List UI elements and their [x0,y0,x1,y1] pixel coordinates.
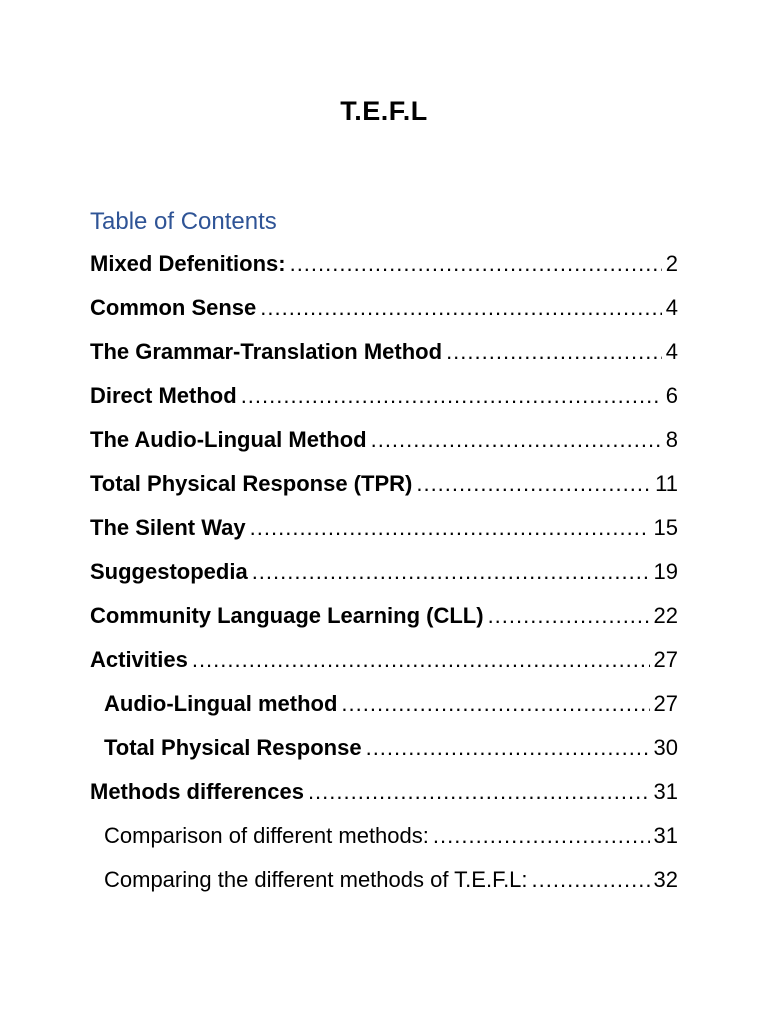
toc-dot-leader [366,726,650,770]
toc-dot-leader [290,242,662,286]
toc-entry-activities[interactable] [90,638,678,682]
toc-entry-mixed-definitions[interactable] [90,242,678,286]
toc-entry-label: Activities [90,647,188,672]
toc-entry-comparison-of-methods[interactable] [90,814,678,858]
toc-entry-methods-differences[interactable] [90,770,678,814]
toc-entry-activities-audio-lingual[interactable] [90,682,678,726]
toc-entry-grammar-translation[interactable] [90,330,678,374]
toc-dot-leader [192,638,650,682]
toc-entry-suggestopedia[interactable] [90,550,678,594]
toc-entry-label: Methods differences [90,779,304,804]
toc-entry-page: 32 [653,867,678,892]
toc-entry-page: 4 [665,339,678,364]
toc-dot-leader [446,330,662,374]
toc-entry-page: 27 [653,647,678,672]
toc-entry-page: 8 [665,427,678,452]
toc-entry-page: 27 [653,691,678,716]
toc-dot-leader [252,550,650,594]
table-of-contents [90,242,678,902]
toc-entry-total-physical-response[interactable] [90,462,678,506]
toc-entry-label: Direct Method [90,383,237,408]
toc-entry-page: 30 [653,735,678,760]
toc-entry-activities-tpr[interactable] [90,726,678,770]
toc-entry-page: 31 [653,779,678,804]
toc-entry-comparing-methods-tefl[interactable] [90,858,678,902]
toc-dot-leader [308,770,650,814]
toc-dot-leader [241,374,662,418]
toc-dot-leader [260,286,661,330]
toc-entry-community-language-learning[interactable] [90,594,678,638]
toc-entry-label: Total Physical Response (TPR) [90,471,413,496]
toc-dot-leader [488,594,650,638]
toc-dot-leader [371,418,662,462]
toc-heading: Table of Contents [90,208,277,235]
toc-entry-page: 2 [665,251,678,276]
toc-entry-page: 4 [665,295,678,320]
toc-entry-page: 31 [653,823,678,848]
toc-dot-leader [416,462,651,506]
toc-dot-leader [532,858,650,902]
toc-dot-leader [433,814,650,858]
toc-entry-label: Suggestopedia [90,559,248,584]
toc-entry-page: 6 [665,383,678,408]
toc-entry-page: 11 [655,471,678,496]
toc-entry-direct-method[interactable] [90,374,678,418]
toc-dot-leader [250,506,650,550]
toc-entry-label: Comparing the different methods of T.E.F.L: [104,867,528,892]
toc-entry-label: Common Sense [90,295,257,320]
toc-entry-common-sense[interactable] [90,286,678,330]
toc-entry-label: Audio-Lingual method [104,691,338,716]
toc-entry-label: Total Physical Response [104,735,362,760]
toc-entry-label: Mixed Defenitions: [90,251,286,276]
toc-entry-label: The Silent Way [90,515,246,540]
toc-entry-silent-way[interactable] [90,506,678,550]
toc-entry-page: 19 [653,559,678,584]
toc-entry-label: The Audio-Lingual Method [90,427,367,452]
toc-entry-label: The Grammar-Translation Method [90,339,443,364]
toc-entry-label: Comparison of different methods: [104,823,429,848]
document-title: T.E.F.L [340,96,428,126]
toc-dot-leader [341,682,649,726]
toc-entry-audio-lingual[interactable] [90,418,678,462]
toc-entry-label: Community Language Learning (CLL) [90,603,484,628]
toc-entry-page: 22 [653,603,678,628]
toc-entry-page: 15 [653,515,678,540]
